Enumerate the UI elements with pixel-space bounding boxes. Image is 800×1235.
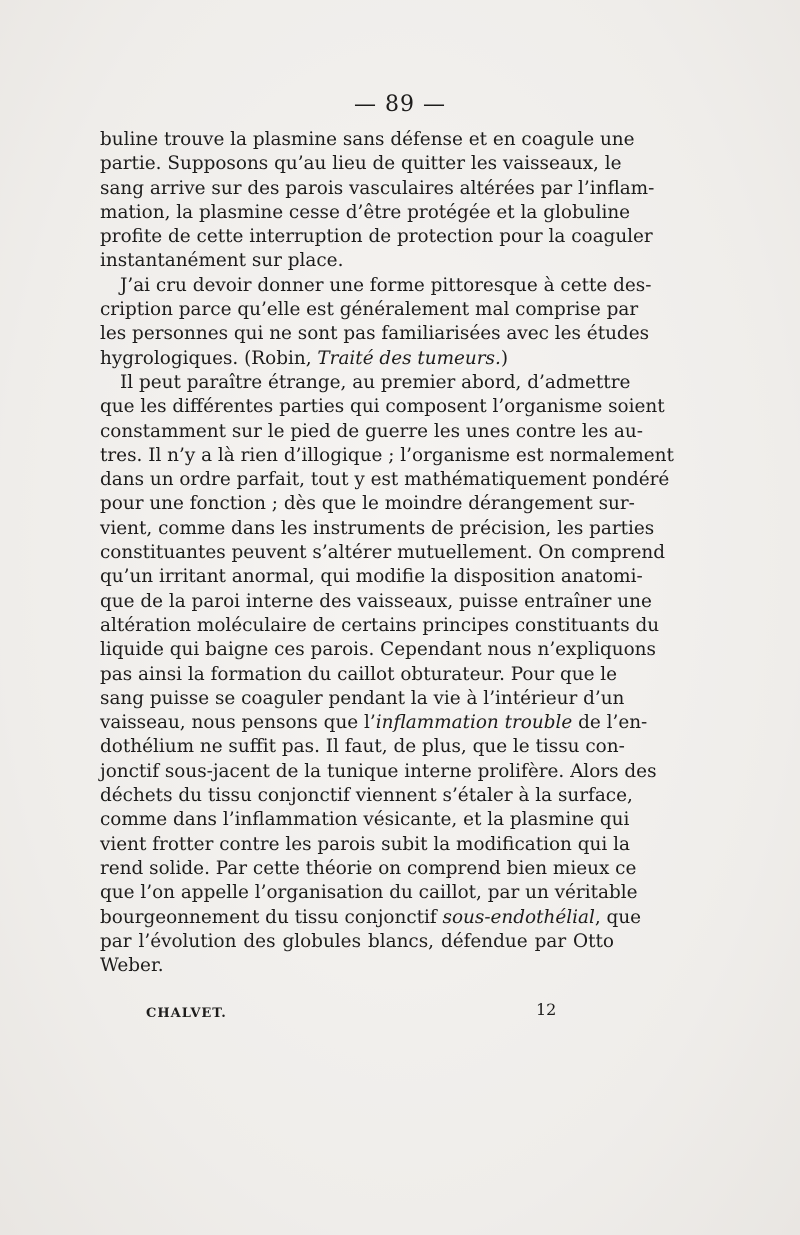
body-text <box>100 128 674 978</box>
text-run: que les différentes parties qui composent l’organisme soient <box>100 396 665 418</box>
text-line <box>100 249 614 273</box>
text-line <box>100 274 652 298</box>
italic-text: inflammation trouble <box>375 712 573 734</box>
text-run: pour une fonction ; dès que le moindre dérangement sur- <box>100 493 635 515</box>
text-run: partie. Supposons qu’au lieu de quitter les vaisseaux, le <box>100 153 622 175</box>
text-run: J’ai cru devoir donner une forme pittoresque à cette des- <box>120 274 652 296</box>
text-line <box>100 906 642 930</box>
text-line <box>100 371 631 395</box>
text-line <box>100 663 618 687</box>
text-run: de l’en- <box>572 712 648 734</box>
text-run: jonctif sous-jacent de la tunique interne prolifère. Alors des <box>100 760 657 782</box>
text-run: Il peut paraître étrange, au premier abord, d’admettre <box>120 371 631 393</box>
text-line <box>100 833 630 857</box>
text-line <box>100 687 625 711</box>
text-line <box>100 808 630 832</box>
italic-text: Traité des tumeurs. <box>317 347 501 369</box>
text-run: vient frotter contre les parois subit la modification qui la <box>100 833 630 855</box>
sheet-number: 12 <box>536 1000 557 1019</box>
text-line <box>100 420 643 444</box>
text-run: liquide qui baigne ces parois. Cependant nous n’expliquons <box>100 639 656 661</box>
text-line <box>100 298 639 322</box>
text-run: hygrologiques. (Robin, <box>100 347 318 369</box>
text-line <box>100 177 655 201</box>
printer-signature: CHALVET. <box>146 1006 227 1021</box>
text-line <box>100 565 643 589</box>
text-run: sang arrive sur des parois vasculaires altérées par l’inflam- <box>100 177 655 199</box>
text-line <box>100 152 622 176</box>
text-run: déchets du tissu conjonctif viennent s’étaler à la surface, <box>100 785 633 807</box>
text-run: dans un ordre parfait, tout y est mathématiquement pondéré <box>100 469 670 491</box>
text-run: vaisseau, nous pensons que l’ <box>100 712 376 734</box>
italic-text: sous-endothélial <box>442 906 595 928</box>
text-run: sang puisse se coaguler pendant la vie à l’intérieur d’un <box>100 687 625 709</box>
text-run: comme dans l’inflammation vésicante, et la plasmine qui <box>100 809 630 831</box>
text-run: buline trouve la plasmine sans défense et en coagule une <box>100 129 635 150</box>
text-run: tres. Il n’y a là rien d’illogique ; l’organisme est normalement <box>100 444 674 466</box>
text-run: mation, la plasmine cesse d’être protégée et la globuline <box>100 201 631 223</box>
text-run: cription parce qu’elle est généralement mal comprise par <box>100 299 639 321</box>
text-run: Weber. <box>100 955 164 977</box>
text-line <box>100 784 633 808</box>
text-line <box>100 395 665 419</box>
text-run: profite de cette interruption de protection pour la coaguler <box>100 226 653 248</box>
text-run: bourgeonnement du tissu conjonctif <box>100 906 443 928</box>
text-line <box>100 954 614 978</box>
text-run: qu’un irritant anormal, qui modifie la disposition anatomi- <box>100 566 643 588</box>
text-line <box>100 881 638 905</box>
text-line <box>100 541 666 565</box>
text-run: constituantes peuvent s’altérer mutuellement. On comprend <box>100 542 666 564</box>
text-line <box>100 857 637 881</box>
text-run: ) <box>500 347 509 369</box>
text-run: altération moléculaire de certains principes constituants du <box>100 614 660 636</box>
text-line <box>100 468 670 492</box>
text-line <box>100 517 655 541</box>
text-run: pas ainsi la formation du caillot obturateur. Pour que le <box>100 663 618 685</box>
text-run: vient, comme dans les instruments de précision, les parties <box>100 517 655 539</box>
text-line <box>100 347 614 371</box>
text-line <box>100 444 674 468</box>
text-run: les personnes qui ne sont pas familiarisées avec les études <box>100 323 650 345</box>
text-line <box>100 201 631 225</box>
text-run: dothélium ne suffit pas. Il faut, de plus, que le tissu con- <box>100 736 625 758</box>
text-run: constamment sur le pied de guerre les unes contre les au- <box>100 420 643 442</box>
text-line <box>100 590 652 614</box>
text-line <box>100 735 625 759</box>
text-run: rend solide. Par cette théorie on comprend bien mieux ce <box>100 857 637 879</box>
text-run: que de la paroi interne des vaisseaux, puisse entraîner une <box>100 590 652 612</box>
text-line <box>100 760 657 784</box>
text-line <box>100 614 660 638</box>
text-line <box>100 128 635 152</box>
page-number: — 89 — <box>354 92 446 117</box>
text-run: par l’évolution des globules blancs, défendue par Otto <box>100 930 614 952</box>
text-line <box>100 225 653 249</box>
text-line <box>100 711 648 735</box>
text-line <box>100 638 656 662</box>
text-line <box>100 322 650 346</box>
text-line <box>100 930 614 954</box>
text-run: que l’on appelle l’organisation du caillot, par un véritable <box>100 882 638 904</box>
text-line <box>100 492 635 516</box>
text-run: , que <box>594 906 642 928</box>
text-run: instantanément sur place. <box>100 250 344 272</box>
